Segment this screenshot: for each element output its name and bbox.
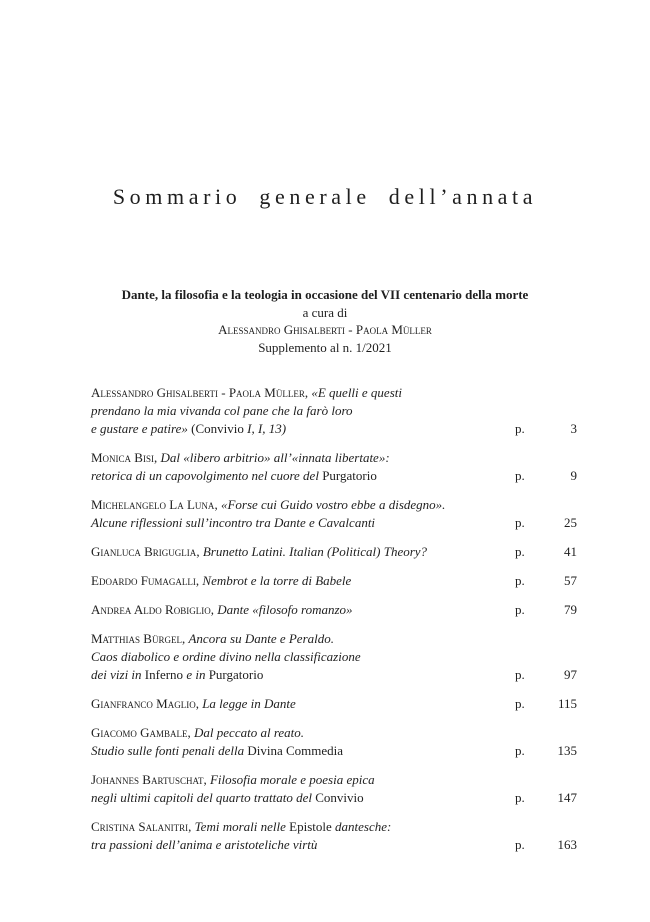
toc-author: Edoardo Fumagalli bbox=[91, 573, 196, 588]
toc-separator: , bbox=[181, 631, 189, 646]
toc-page-prefix: p. bbox=[515, 515, 525, 530]
toc-entry-text bbox=[91, 818, 477, 854]
toc-entry-line bbox=[91, 384, 477, 402]
toc-title-segment: Nembrot e la torre di Babele bbox=[202, 573, 352, 588]
toc-title-segment: Divina Commedia bbox=[247, 743, 344, 758]
toc-separator: , bbox=[203, 772, 210, 787]
toc-separator: , bbox=[304, 385, 312, 400]
toc-title-segment: «E quelli e questi bbox=[311, 385, 402, 400]
toc-entry-line bbox=[91, 514, 477, 532]
toc-page-prefix: p. bbox=[515, 602, 525, 617]
toc-page-number: 147 bbox=[557, 790, 577, 805]
toc-entry bbox=[91, 724, 577, 760]
toc-title-segment: (Convivio bbox=[191, 421, 248, 436]
toc-entry-text bbox=[91, 630, 477, 684]
toc-entry-line bbox=[91, 420, 477, 438]
toc-author: Cristina Salanitri bbox=[91, 819, 189, 834]
toc-page-number: 163 bbox=[557, 837, 577, 852]
toc-entry bbox=[91, 771, 577, 807]
toc-title-segment: Epistole bbox=[289, 819, 332, 834]
toc-separator: , bbox=[196, 544, 203, 559]
toc-author: Johannes Bartuschat bbox=[91, 772, 204, 787]
toc-page-number: 135 bbox=[557, 743, 577, 758]
toc-entry-text bbox=[91, 771, 477, 807]
toc-title-segment: Filosofia morale e poesia epica bbox=[209, 772, 375, 787]
toc-title-segment: Convivio bbox=[315, 790, 364, 805]
toc-entry-line bbox=[91, 543, 477, 561]
toc-entry-text bbox=[91, 601, 477, 619]
toc-page-prefix: p. bbox=[515, 421, 525, 436]
toc-title-segment: Caos diabolico e ordine divino nella classificazione bbox=[91, 649, 361, 664]
toc-page-number: 3 bbox=[570, 421, 577, 436]
toc-title-segment: Purgatorio bbox=[322, 468, 377, 483]
toc-entry-line bbox=[91, 836, 477, 854]
toc-title-segment: «Forse cui Guido vostro ebbe a disdegno». bbox=[220, 497, 446, 512]
toc-page-prefix: p. bbox=[515, 837, 525, 852]
toc-title-segment: Dal peccato al reato. bbox=[194, 725, 305, 740]
toc-entry-line bbox=[91, 695, 477, 713]
toc-separator: , bbox=[188, 819, 195, 834]
toc-author: Monica Bisi bbox=[91, 450, 154, 465]
toc-separator: , bbox=[187, 725, 195, 740]
toc-page-prefix: p. bbox=[515, 468, 525, 483]
page-title: Sommario generale dell’annata bbox=[112, 184, 538, 209]
toc-title-segment: Alcune riflessioni sull’incontro tra Dante e Cavalcanti bbox=[91, 515, 376, 530]
toc-page-prefix: p. bbox=[515, 573, 525, 588]
toc-entry bbox=[91, 449, 577, 485]
toc-page-number: 79 bbox=[564, 602, 577, 617]
toc-page-prefix: p. bbox=[515, 544, 525, 559]
toc-entry-line bbox=[91, 648, 477, 666]
toc-entry-text bbox=[91, 449, 477, 485]
toc-title-segment: e gustare e patire» bbox=[91, 421, 192, 436]
toc-title-segment: Studio sulle fonti penali della bbox=[91, 743, 248, 758]
toc-page-number: 97 bbox=[564, 667, 577, 682]
toc-page-prefix: p. bbox=[515, 790, 525, 805]
table-of-contents bbox=[91, 384, 577, 854]
supplement-note: Supplemento al n. 1/2021 bbox=[258, 339, 392, 355]
toc-author: Gianfranco Maglio bbox=[91, 696, 196, 711]
toc-author: Alessandro Ghisalberti - Paola Müller bbox=[91, 385, 305, 400]
curated-by-label: a cura di bbox=[302, 304, 348, 320]
toc-entry bbox=[91, 543, 577, 561]
toc-entry-line bbox=[91, 449, 477, 467]
toc-entry-line bbox=[91, 467, 477, 485]
toc-entry-line bbox=[91, 496, 477, 514]
toc-title-segment: I, I, 13) bbox=[247, 421, 287, 436]
toc-separator: , bbox=[195, 696, 203, 711]
toc-author: Giacomo Gambale bbox=[91, 725, 188, 740]
toc-title-segment: Ancora su Dante e Peraldo. bbox=[188, 631, 334, 646]
toc-entry-text bbox=[91, 724, 477, 760]
toc-title-segment: prendano la mia vivanda col pane che la farò loro bbox=[91, 403, 353, 418]
toc-title-segment: Dante «filosofo romanzo» bbox=[217, 602, 353, 617]
toc-entry-line bbox=[91, 601, 477, 619]
toc-entry bbox=[91, 384, 577, 438]
toc-title-segment: Dal «libero arbitrio» all’«innata libertate»: bbox=[160, 450, 390, 465]
toc-author: Andrea Aldo Robiglio bbox=[91, 602, 211, 617]
toc-entry-text bbox=[91, 695, 477, 713]
toc-title-segment: negli ultimi capitoli del quarto trattato del bbox=[91, 790, 316, 805]
toc-entry bbox=[91, 496, 577, 532]
toc-title-segment: Purgatorio bbox=[208, 667, 264, 682]
toc-entry-line bbox=[91, 818, 477, 836]
toc-page-prefix: p. bbox=[515, 696, 525, 711]
toc-entry-line bbox=[91, 630, 477, 648]
toc-title-segment: Temi morali nelle bbox=[194, 819, 290, 834]
toc-title-segment: tra passioni dell’anima e aristoteliche virtù bbox=[91, 837, 318, 852]
toc-page-prefix: p. bbox=[515, 743, 525, 758]
toc-entry-text bbox=[91, 384, 477, 438]
toc-page-number: 9 bbox=[570, 468, 577, 483]
toc-entry-text bbox=[91, 496, 477, 532]
toc-author: Matthias Bürgel bbox=[91, 631, 182, 646]
toc-title-segment: dei vizi in bbox=[91, 667, 145, 682]
toc-entry-line bbox=[91, 402, 477, 420]
toc-entry-line bbox=[91, 771, 477, 789]
volume-intro bbox=[0, 286, 650, 356]
toc-author: Gianluca Briguglia bbox=[91, 544, 197, 559]
editors: Alessandro Ghisalberti - Paola Müller bbox=[218, 322, 432, 337]
toc-page-number: 115 bbox=[557, 696, 577, 711]
toc-entry-line bbox=[91, 572, 477, 590]
toc-entry-line bbox=[91, 742, 477, 760]
toc-page-number: 25 bbox=[564, 515, 577, 530]
toc-page-prefix: p. bbox=[515, 667, 525, 682]
toc-entry bbox=[91, 695, 577, 713]
toc-title-segment: dantesche: bbox=[331, 819, 392, 834]
volume-heading: Dante, la filosofia e la teologia in occasione del VII centenario della morte bbox=[121, 287, 529, 302]
toc-title-segment: La legge in Dante bbox=[202, 696, 296, 711]
toc-title-segment: e in bbox=[183, 667, 209, 682]
toc-page-number: 57 bbox=[564, 573, 577, 588]
toc-separator: , bbox=[214, 497, 221, 512]
toc-entry bbox=[91, 630, 577, 684]
toc-title-segment: Brunetto Latini. Italian (Political) Theory? bbox=[202, 544, 428, 559]
toc-title-segment: Inferno bbox=[144, 667, 184, 682]
toc-entry-line bbox=[91, 789, 477, 807]
toc-page-number: 41 bbox=[564, 544, 577, 559]
toc-separator: , bbox=[210, 602, 218, 617]
toc-title-segment: retorica di un capovolgimento nel cuore del bbox=[91, 468, 323, 483]
toc-entry bbox=[91, 818, 577, 854]
toc-author: Michelangelo La Luna bbox=[91, 497, 215, 512]
toc-entry-text bbox=[91, 572, 477, 590]
toc-separator: , bbox=[153, 450, 161, 465]
toc-entry-text bbox=[91, 543, 477, 561]
toc-entry bbox=[91, 572, 577, 590]
toc-separator: , bbox=[195, 573, 203, 588]
toc-entry bbox=[91, 601, 577, 619]
toc-entry-line bbox=[91, 724, 477, 742]
toc-entry-line bbox=[91, 666, 477, 684]
